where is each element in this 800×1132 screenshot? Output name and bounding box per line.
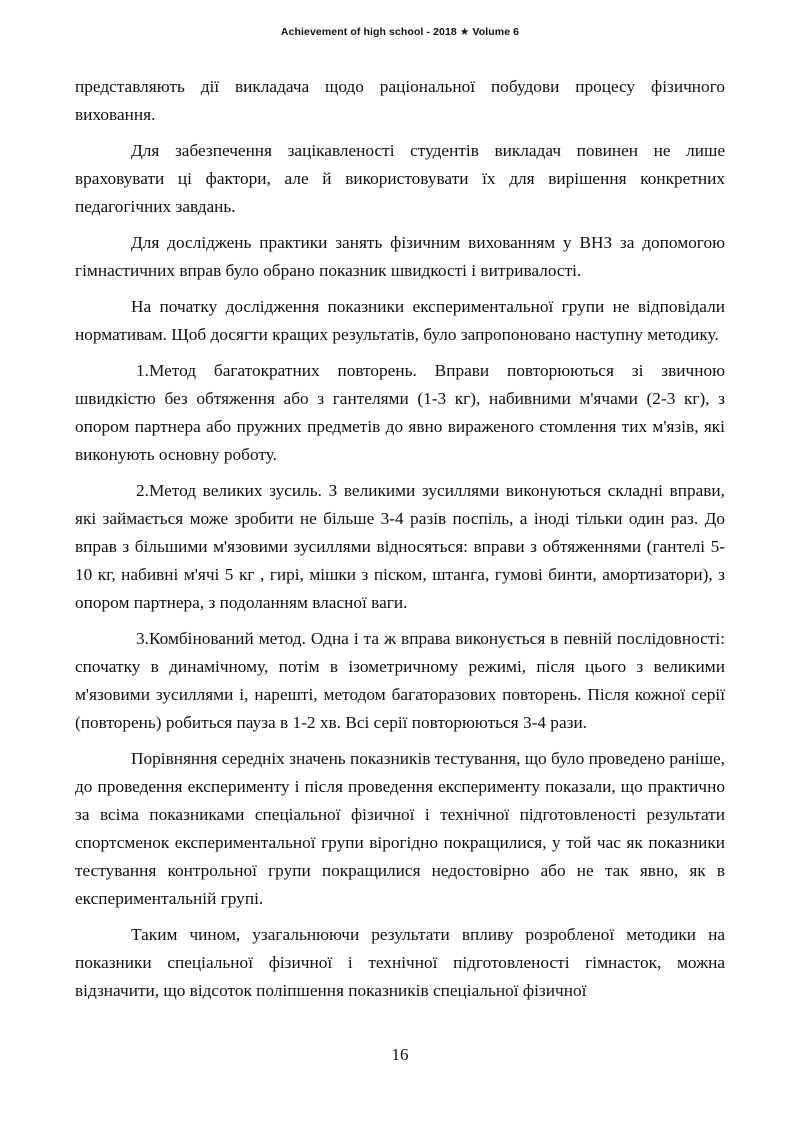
paragraph-student-interest: Для забезпечення зацікавленості студентів викладач повинен не лише враховувати ці фактори, але й використовувати їх для вирішення конкретних педагогічних завдань. (75, 141, 725, 216)
list-item-method-2: 2.Метод великих зусиль. З великими зусиллями виконуються складні вправи, які займається може зробити не більше 3-4 разів поспіль, а іноді тільки один раз. До вправ з більшими м'язовими зусиллями відносяться: вправи з обтяженнями (гантелі 5-10 кг, набивні м'ячі 5 кг , гирі, мішки з піском, штанга, гумові бинти, амортизатори), з опором партнера, з подоланням власної ваги. (75, 481, 725, 612)
page-body (75, 73, 725, 1013)
list-item-method-1: 1.Метод багатократних повторень. Вправи повторюються зі звичною швидкістю без обтяження або з гантелями (1-3 кг), набивними м'ячами (2-3 кг), з опором партнера або пружних предметів до явно вираженого стомлення тих м'язів, які виконують основну роботу. (75, 361, 725, 464)
paragraph-comparison: Порівняння середніх значень показників тестування, що було проведено раніше, до проведення експерименту і після проведення експерименту показали, що практично за всіма показниками спеціальної фізичної і технічної підготовленості результати спортсменок експериментальної групи вірогідно покращилися, у той час як показники тестування контрольної групи покращилися недостовірно або не так явно, як в експериментальній групі. (75, 749, 725, 908)
paragraph-research-practice: Для досліджень практики занять фізичним вихованням у ВНЗ за допомогою гімнастичних вправ було обрано показник швидкості і витривалості. (75, 233, 725, 280)
paragraph-conclusion: Таким чином, узагальнюючи результати впливу розробленої методики на показники спеціальної фізичної і технічної підготовленості гімнасток, можна відзначити, що відсоток поліпшення показників спеціальної фізичної (75, 925, 725, 1000)
paragraph-initial-results: На початку дослідження показники експериментальної групи не відповідали нормативам. Щоб досягти кращих результатів, було запропоновано наступну методику. (75, 297, 725, 344)
paragraph-continuation: представляють дії викладача щодо раціональної побудови процесу фізичного виховання. (75, 77, 725, 124)
running-header: Achievement of high school - 2018 ★ Volume 6 (280, 26, 520, 38)
page-number: 16 (391, 1045, 409, 1064)
list-item-method-3: 3.Комбінований метод. Одна і та ж вправа виконується в певній послідовності: спочатку в динамічному, потім в ізометричному режимі, після цього з великими м'язовими зусиллями і, нарешті, методом багаторазових повторень. Після кожної серії (повторень) робиться пауза в 1-2 хв. Всі серії повторюються 3-4 рази. (75, 629, 725, 732)
